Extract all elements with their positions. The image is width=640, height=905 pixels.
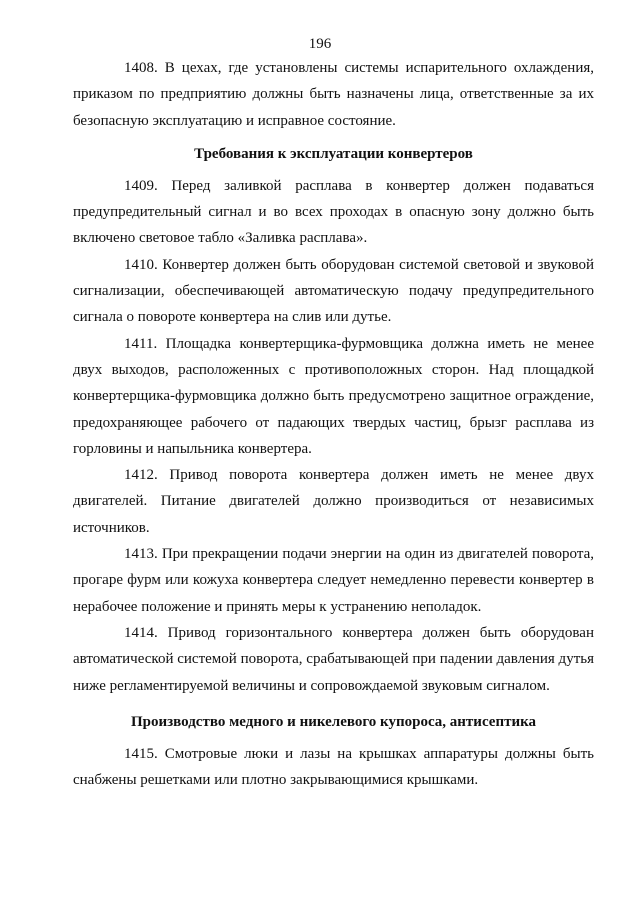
page-number: 196 <box>308 36 332 52</box>
paragraph-1413: 1413. При прекращении подачи энергии на один из двигателей поворота, прогаре фурм или кожуха конвертера следует немедленно перевести конвертер в нерабочее положение и принять меры к устранению неполадок. <box>73 546 594 615</box>
paragraph-1411: 1411. Площадка конвертерщика-фурмовщика должна иметь не менее двух выходов, расположенных с противоположных сторон. Над площадкой конвертерщика-фурмовщика должно быть предусмотрено защитное ограждение, предохраняющее рабочего от падающих твердых частиц, брызг расплава из горловины и напыльника конвертера. <box>73 335 594 457</box>
document-body <box>73 55 594 793</box>
section-heading-copper-nickel-sulfate: Производство медного и никелевого купороса, антисептика <box>130 713 537 730</box>
paragraph-1410: 1410. Конвертер должен быть оборудован системой световой и звуковой сигнализации, обеспечивающей автоматическую подачу предупредительного сигнала о повороте конвертера на слив или дутье. <box>73 256 594 326</box>
paragraph-1415: 1415. Смотровые люки и лазы на крышках аппаратуры должны быть снабжены решетками или плотно закрывающимися крышками. <box>73 745 594 789</box>
paragraph-1408: 1408. В цехах, где установлены системы испарительного охлаждения, приказом по предприятию должны быть назначены лица, ответственные за их безопасную эксплуатацию и исправное состояние. <box>73 60 594 129</box>
paragraph-1409: 1409. Перед заливкой расплава в конвертер должен подаваться предупредительный сигнал и во всех проходах в опасную зону должно быть включено световое табло «Заливка расплава». <box>73 177 594 247</box>
paragraph-1412: 1412. Привод поворота конвертера должен иметь не менее двух двигателей. Питание двигателей должно производиться от независимых источников. <box>73 467 594 536</box>
section-heading-converters: Требования к эксплуатации конвертеров <box>194 145 473 162</box>
paragraph-1414: 1414. Привод горизонтального конвертера должен быть оборудован автоматической системой поворота, срабатывающей при падении давления дутья ниже регламентируемой величины и сопровождаемой звуковым сигналом. <box>73 624 594 694</box>
